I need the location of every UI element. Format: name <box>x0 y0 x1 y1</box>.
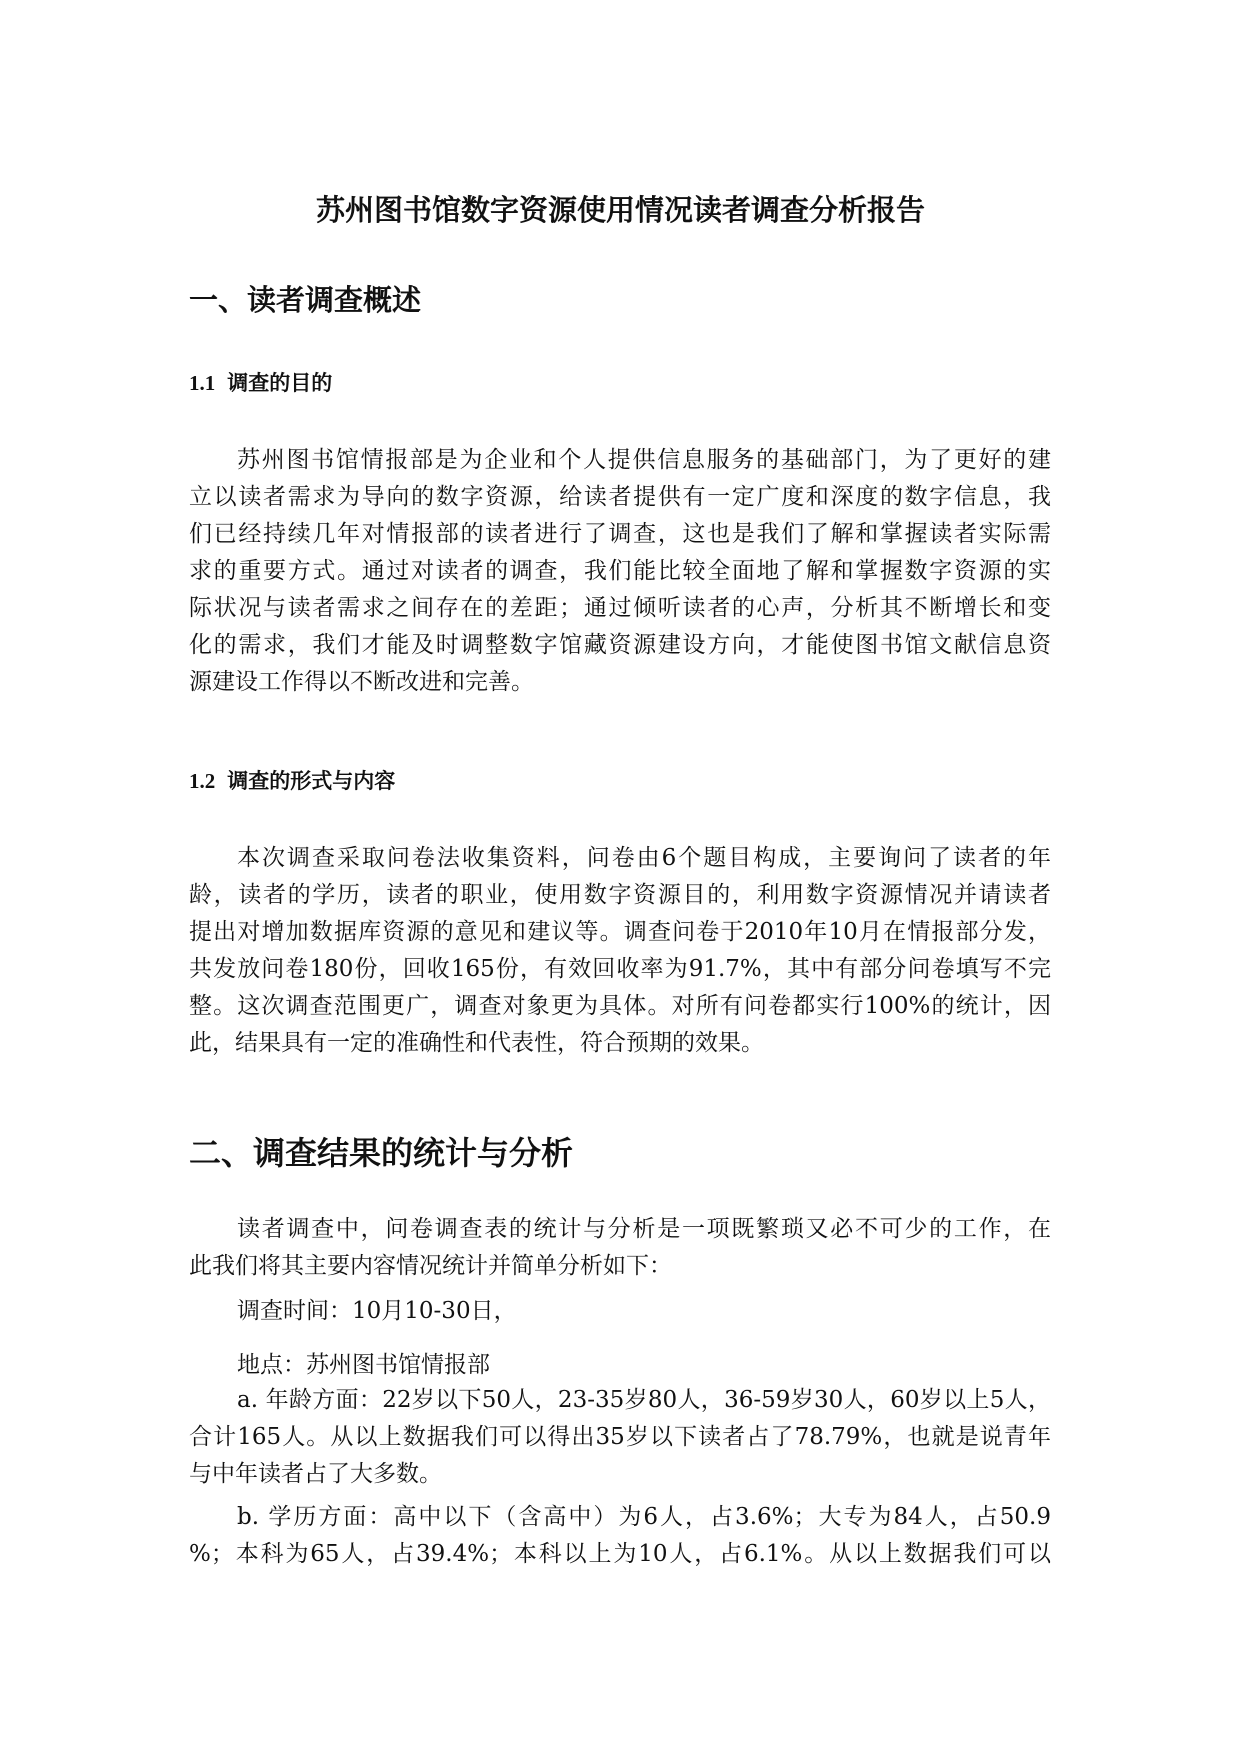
text-line: 立以读者需求为导向的数字资源，给读者提供有一定广度和深度的数字信息，我 <box>189 484 1051 510</box>
paragraph-method <box>189 840 1051 1062</box>
text-line: 提出对增加数据库资源的意见和建议等。调查问卷于2010年10月在情报部分发， <box>189 919 1051 945</box>
text-line: %；本科为65人，占39.4%；本科以上为10人，占6.1%。从以上数据我们可以 <box>189 1541 1051 1567</box>
text-line: 苏州图书馆情报部是为企业和个人提供信息服务的基础部门，为了更好的建 <box>237 447 1051 473</box>
text-line: 际状况与读者需求之间存在的差距；通过倾听读者的心声，分析其不断增长和变 <box>189 595 1051 621</box>
paragraph-analysis-intro <box>189 1211 1051 1285</box>
subsection-1-1-heading <box>189 367 332 397</box>
section-2-heading: 二、调查结果的统计与分析 <box>189 1134 574 1172</box>
text-line: 合计165人。从以上数据我们可以得出35岁以下读者占了78.79%，也就是说青年 <box>189 1424 1051 1450</box>
text-line: 此，结果具有一定的准确性和代表性，符合预期的效果。 <box>189 1030 764 1056</box>
text-line: 此我们将其主要内容情况统计并简单分析如下： <box>189 1253 672 1279</box>
subsection-title: 调查的目的 <box>227 371 333 395</box>
text-line: 整。这次调查范围更广，调查对象更为具体。对所有问卷都实行100%的统计，因 <box>189 993 1051 1019</box>
document-title: 苏州图书馆数字资源使用情况读者调查分析报告 <box>315 193 925 227</box>
subsection-title: 调查的形式与内容 <box>227 769 396 793</box>
text-line: 本次调查采取问卷法收集资料，问卷由6个题目构成，主要询问了读者的年 <box>237 845 1051 871</box>
text-line: b. 学历方面：高中以下（含高中）为6人，占3.6%；大专为84人，占50.9 <box>237 1504 1051 1530</box>
text-line: 求的重要方式。通过对读者的调查，我们能比较全面地了解和掌握数字资源的实 <box>189 558 1051 584</box>
subsection-number: 1.1 <box>189 371 216 395</box>
section-1-heading: 一、读者调查概述 <box>189 283 422 317</box>
text-line: 源建设工作得以不断改进和完善。 <box>189 669 534 695</box>
survey-time: 调查时间：10月10-30日， <box>237 1298 517 1324</box>
paragraph-purpose <box>189 442 1051 701</box>
text-line: 读者调查中，问卷调查表的统计与分析是一项既繁琐又必不可少的工作，在 <box>237 1216 1051 1242</box>
subsection-number: 1.2 <box>189 769 216 793</box>
subsection-1-2-heading <box>189 765 395 795</box>
text-line: a. 年龄方面：22岁以下50人，23-35岁80人，36-59岁30人，60岁以上5人， <box>237 1387 1051 1413</box>
text-line: 们已经持续几年对情报部的读者进行了调查，这也是我们了解和掌握读者实际需 <box>189 521 1051 547</box>
paragraph-education <box>189 1499 1051 1573</box>
text-line: 化的需求，我们才能及时调整数字馆藏资源建设方向，才能使图书馆文献信息资 <box>189 632 1051 658</box>
text-line: 龄，读者的学历，读者的职业，使用数字资源目的，利用数字资源情况并请读者 <box>189 882 1051 908</box>
text-line: 与中年读者占了大多数。 <box>189 1461 442 1487</box>
survey-place: 地点：苏州图书馆情报部 <box>237 1352 490 1378</box>
paragraph-age <box>189 1382 1051 1493</box>
text-line: 共发放问卷180份，回收165份，有效回收率为91.7%，其中有部分问卷填写不完 <box>189 956 1051 982</box>
